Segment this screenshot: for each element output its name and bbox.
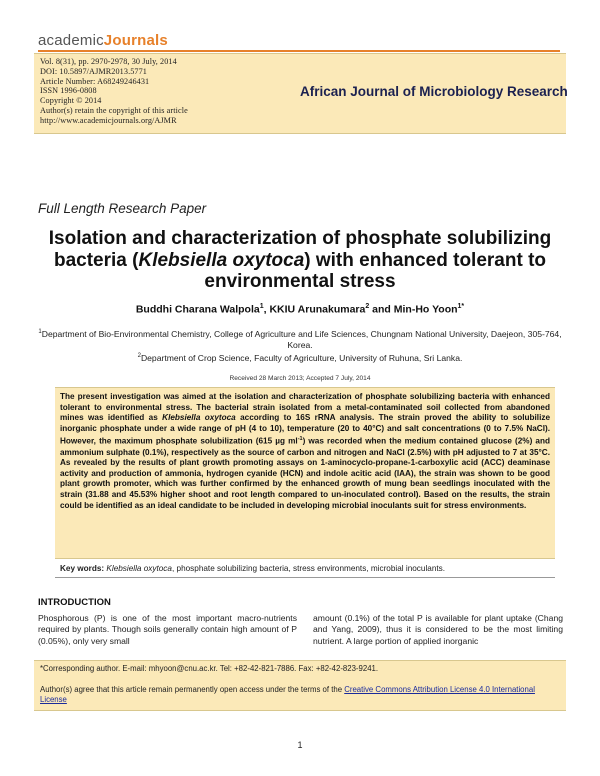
affiliation-2 — [30, 351, 570, 364]
author-2: KKIU Arunakumara — [269, 303, 366, 316]
abstract-sup: -1 — [297, 436, 303, 443]
abstract-text-2: according to 16S rRNA analysis. The strain proved the ability to solubilize inorganic phosphate under a wide range of pH (4 to 10), temperature (20 to 40°C) and salt concentrations (0 to 7.5% NaCl). However, the maximum phosphate solubilization (615 µg ml — [60, 413, 551, 447]
received-accepted-dates: Received 28 March 2013; Accepted 7 July, 2014 — [229, 375, 371, 382]
license-notice — [40, 685, 560, 705]
abstract-species: Klebsiella oxytoca — [162, 413, 236, 423]
paper-type: Full Length Research Paper — [38, 201, 207, 216]
introduction-heading: INTRODUCTION — [38, 597, 111, 608]
abstract-text-3: ) was recorded when the medium contained glucose (2%) and ammonium sulphate (0.1%), respectively as the source of carbon and nitrogen and NaCl (2.5%) with pH adjusted to 7 at 35°C. As revealed by the results of plant growth promoting assays on 1-aminocyclo-propane-1-carboxylic acid (ACC) deaminase activity and production of ammonia, hydrogen cyanide (HCN) and indole acitic acid (IAA), the strain was shown to be good plant growth promoter, which was further confirmed by the enhanced growth of mung bean seedlings inoculated with the strain (31.88 and 45.53% higher shoot and root length compared to un-inoculated control). Based on the results, the strain could be identified as an ideal candidate to be included in developing microbial inoculants suit for stress environments. — [60, 437, 550, 510]
keywords-text: , phosphate solubilizing bacteria, stress environments, microbial inoculants. — [171, 564, 446, 573]
abstract-text-1: The present investigation was aimed at the isolation and characterization of phosphate solubilizing bacteria with enhanced tolerant to environmental stress. The bacterial strain isolated from a metal-contaminated soil collected from abandoned mines was identified as — [60, 392, 550, 423]
author-3: Min-Ho Yoon — [393, 303, 458, 316]
author-3-sup: 1* — [457, 303, 465, 310]
logo-left: academic — [38, 32, 104, 49]
license-link[interactable]: Creative Commons Attribution License 4.0 International License — [40, 685, 535, 704]
intro-column-right: amount (0.1%) of the total P is available for plant uptake (Chang and Yang, 2009), thus it is considered to be the most limiting nutrient. A large portion of applied inorganic — [313, 613, 563, 646]
info-url[interactable]: http://www.academicjournals.org/AJMR — [40, 115, 177, 125]
author-2-sup: 2 — [365, 303, 370, 310]
keywords-species: Klebsiella oxytoca — [106, 564, 172, 573]
title-species: Klebsiella oxytoca — [138, 249, 305, 271]
title-text-1: Isolation and characterization of phosphate solubilizing bacteria ( — [48, 228, 552, 271]
author-separator: and — [369, 303, 394, 316]
affiliation-1-text: Department of Bio-Environmental Chemistry, College of Agriculture and Life Sciences, Chungnam National University, Daejeon, 305-764, Korea. — [41, 328, 562, 350]
info-rights: Author(s) retain the copyright of this article — [40, 105, 188, 115]
abstract — [60, 392, 550, 511]
info-volume: Vol. 8(31), pp. 2970-2978, 30 July, 2014 — [40, 57, 177, 66]
title-text-2: ) with enhanced tolerant to environmental stress — [204, 249, 546, 292]
header-rule — [38, 50, 560, 52]
affiliation-1 — [30, 327, 570, 351]
journal-info — [40, 57, 300, 126]
page-number: 1 — [297, 740, 303, 750]
author-1-sup: 1 — [259, 303, 264, 310]
keywords-label: Key words: — [60, 564, 105, 573]
keywords-rule — [55, 577, 555, 578]
author-1: Buddhi Charana Walpola — [135, 303, 260, 316]
author-list — [20, 303, 580, 316]
intro-column-left: Phosphorous (P) is one of the most important macro-nutrients required by plants. Though soils generally contain high amount of P (0.05%), only very small — [38, 613, 297, 646]
affiliation-2-sup: 2 — [137, 352, 141, 359]
corresponding-author: *Corresponding author. E-mail: mhyoon@cnu.ac.kr. Tel: +82-42-821-7886. Fax: +82-42-823-9241. — [40, 664, 379, 673]
affiliation-1-sup: 1 — [38, 329, 42, 335]
affiliation-2-text: Department of Crop Science, Faculty of Agriculture, University of Ruhuna, Sri Lanka. — [140, 352, 463, 363]
info-copyright: Copyright © 2014 — [40, 96, 102, 106]
info-article-number: Article Number: A68249246431 — [40, 76, 150, 86]
publisher-logo — [38, 32, 168, 49]
affiliations — [30, 327, 570, 364]
info-doi: DOI: 10.5897/AJMR2013.5771 — [40, 66, 147, 76]
logo-right: Journals — [103, 32, 168, 49]
journal-name: African Journal of Microbiology Research — [300, 84, 568, 99]
license-text: Author(s) agree that this article remain permanently open access under the terms of the — [40, 685, 345, 694]
author-separator: , — [263, 303, 270, 316]
paper-title — [20, 228, 580, 293]
info-issn: ISSN 1996-0808 — [40, 86, 97, 96]
keywords — [60, 564, 560, 573]
